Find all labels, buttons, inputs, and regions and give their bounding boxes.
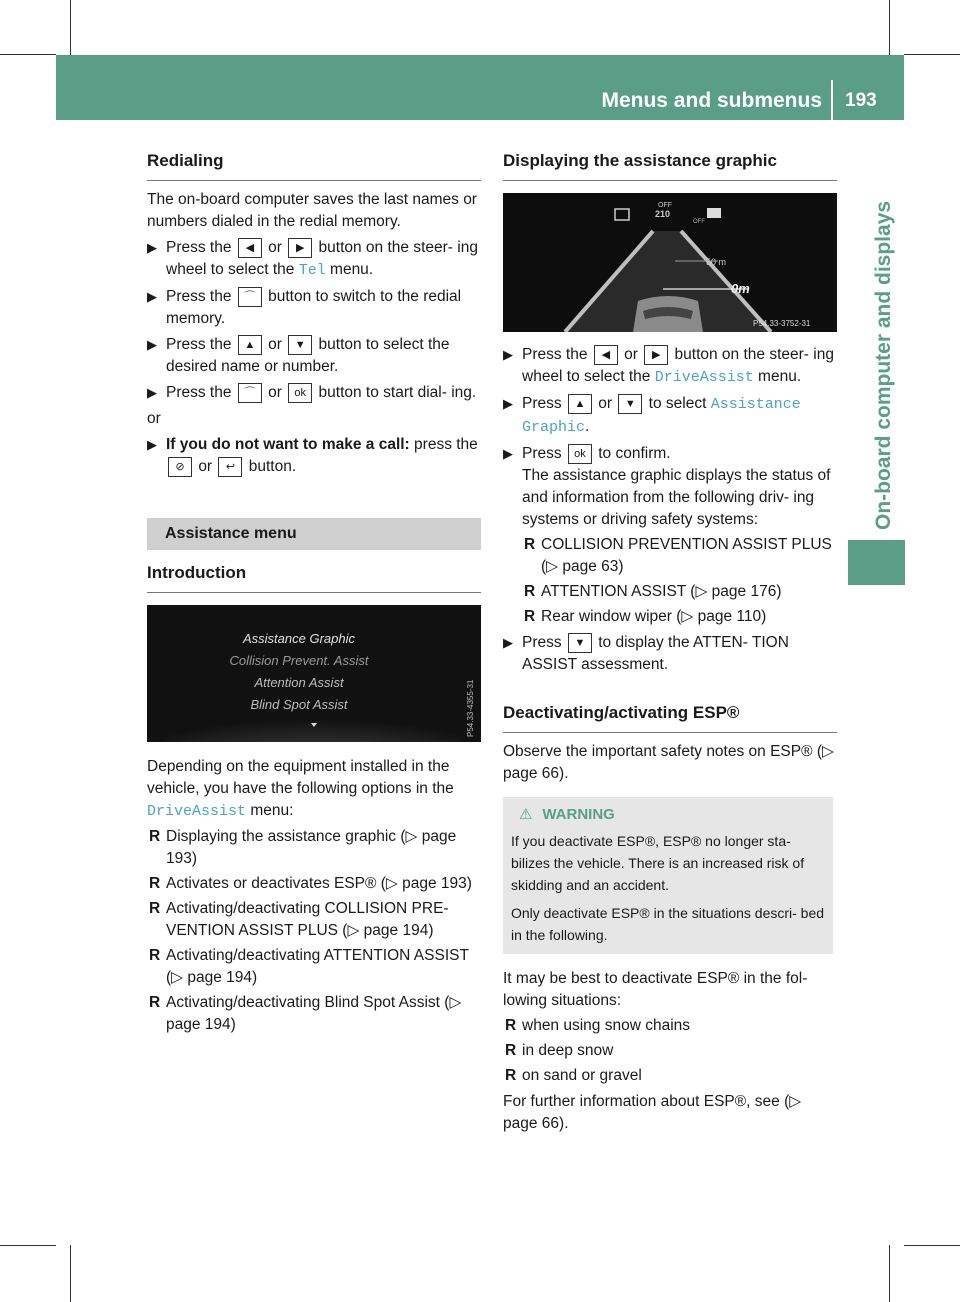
crop-mark — [904, 1245, 960, 1246]
step-text: menu. — [758, 368, 802, 385]
menu-item-blind-spot: Blind Spot Assist — [250, 697, 348, 712]
left-key-icon: ◀ — [238, 238, 262, 258]
menu-name-assistance-graphic: Assistance Graphic — [522, 396, 801, 436]
left-column — [147, 150, 481, 1036]
menu-item-collision: Collision Prevent. Assist — [229, 653, 369, 668]
side-chapter-label: On-board computer and displays — [872, 200, 895, 530]
step-select-driveassist — [503, 344, 837, 389]
step-text: or — [198, 458, 213, 475]
step-text: or — [624, 346, 638, 363]
list-item: R in deep snow — [505, 1042, 614, 1059]
crop-mark — [904, 54, 960, 55]
warning-title: WARNING — [542, 806, 615, 823]
list-item-text: Activating/deactivating Blind Spot Assist (▷ page 194) — [166, 994, 462, 1033]
step-select-name — [147, 334, 481, 378]
step-arrow-icon: ▶ — [147, 437, 157, 452]
list-item-text: Activating/deactivating COLLISION PRE- VENTION ASSIST PLUS (▷ page 194) — [166, 900, 449, 939]
graphic-label: OFF — [658, 202, 672, 209]
step-text: button on the steer- ing wheel to select the — [522, 346, 834, 385]
warning-text: If you deactivate ESP®, ESP® no longer sta- bilizes the vehicle. There is an increased risk of skidding and an accident. — [511, 833, 805, 893]
step-text: Press — [522, 634, 562, 651]
step-text: button to switch to the redial memory. — [166, 288, 462, 327]
ok-key-icon: ok — [288, 383, 312, 403]
phone-key-icon: ⌒ — [238, 383, 262, 403]
down-key-icon: ▼ — [288, 335, 312, 355]
step-text: Press the — [166, 384, 232, 401]
step-text: or — [268, 336, 282, 353]
crop-mark — [889, 1245, 890, 1302]
situations-intro: It may be best to deactivate ESP® in the fol- lowing situations: — [503, 970, 808, 1009]
right-column — [503, 150, 837, 1135]
list-item-text: ATTENTION ASSIST (▷ page 176) — [541, 583, 782, 600]
step-arrow-icon: ▶ — [503, 635, 513, 650]
list-item: R on sand or gravel — [505, 1067, 642, 1084]
list-item: R Activating/deactivating ATTENTION ASSIST (▷ page 194) — [149, 947, 469, 986]
step-arrow-icon: ▶ — [147, 289, 157, 304]
crop-mark — [0, 1245, 56, 1246]
step-arrow-icon: ▶ — [147, 337, 157, 352]
down-key-icon: ▼ — [568, 633, 592, 653]
section-title-introduction: Introduction — [147, 562, 481, 593]
menu-item-assistance-graphic: Assistance Graphic — [243, 631, 355, 646]
assistance-graphic-screen — [503, 193, 837, 332]
step-text: to display the ATTEN- TION ASSIST assessment. — [522, 634, 789, 673]
crop-mark — [70, 1245, 71, 1302]
graphic-label: OFF — [693, 219, 705, 225]
step-text: Press the — [166, 288, 232, 305]
assistance-menu-display — [147, 605, 481, 742]
or-text: or — [147, 410, 161, 427]
list-item: R ATTENTION ASSIST (▷ page 176) — [524, 583, 782, 600]
list-item-text: Displaying the assistance graphic (▷ page 193) — [166, 828, 457, 867]
up-key-icon: ▲ — [238, 335, 262, 355]
options-intro — [147, 756, 481, 823]
step-text: button. — [248, 458, 297, 475]
step-select-assistance-graphic — [503, 393, 837, 439]
list-item: R Rear window wiper (▷ page 110) — [524, 608, 767, 625]
step-select-tel — [147, 237, 481, 282]
step-arrow-icon: ▶ — [147, 385, 157, 400]
menu-name-driveassist: DriveAssist — [147, 803, 247, 820]
warning-icon: ⚠ — [519, 806, 533, 823]
step-text: or — [598, 395, 613, 412]
list-item-text: on sand or gravel — [522, 1067, 642, 1084]
crop-mark — [0, 54, 56, 55]
redial-intro: The on-board computer saves the last names or numbers dialed in the redial memory. — [147, 191, 477, 230]
further-info: For further information about ESP®, see (▷ page 66). — [503, 1093, 802, 1132]
step-text: Press the — [166, 336, 232, 353]
side-chapter-tab — [848, 540, 905, 585]
step-text: Press the — [522, 346, 588, 363]
step-redial-memory — [147, 286, 481, 330]
graphic-label: 50 m — [706, 257, 727, 267]
right-key-icon: ▶ — [288, 238, 312, 258]
options-text: menu: — [250, 802, 294, 819]
step-cancel-call — [147, 434, 481, 478]
warning-heading — [511, 803, 825, 826]
section-title-esp: Deactivating/activating ESP® — [503, 702, 837, 733]
back-key-icon: ↩ — [218, 457, 242, 477]
step-text: Press — [522, 395, 562, 412]
assistance-menu-screen — [147, 605, 481, 742]
step-arrow-icon: ▶ — [503, 446, 513, 461]
options-text: Depending on the equipment installed in the vehicle, you have the following options in the — [147, 758, 454, 797]
list-item: R Activating/deactivating COLLISION PRE- VENTION ASSIST PLUS (▷ page 194) — [149, 900, 449, 939]
down-key-icon: ▼ — [618, 394, 642, 414]
header-title: Menus and submenus — [601, 89, 822, 112]
list-item: R Activates or deactivates ESP® (▷ page 193) — [149, 875, 472, 892]
hang-up-key-icon: ⊘ — [168, 457, 192, 477]
warning-box — [503, 797, 833, 954]
step-arrow-icon: ▶ — [503, 347, 513, 362]
step-text: press the — [414, 436, 478, 453]
phone-key-icon: ⌒ — [238, 287, 262, 307]
image-code: P54.33-4355-31 — [466, 679, 475, 737]
graphic-label: 0m — [731, 281, 750, 296]
step-display-assessment — [503, 632, 837, 676]
section-title-assistance-graphic: Displaying the assistance graphic — [503, 150, 837, 181]
menu-name-driveassist: DriveAssist — [654, 369, 754, 386]
attention-assist-icon — [707, 208, 721, 218]
step-text: button to start dial- ing. — [318, 384, 477, 401]
list-item-text: COLLISION PREVENTION ASSIST PLUS (▷ page 63) — [541, 536, 832, 575]
step-text: Press the — [166, 239, 232, 256]
step-description: The assistance graphic displays the status of and information from the following driv- ing systems or driving safety systems: — [522, 467, 831, 528]
list-item-text: Rear window wiper (▷ page 110) — [541, 608, 767, 625]
graphic-label: 210 — [655, 209, 671, 219]
list-item: R Activating/deactivating Blind Spot Assist (▷ page 194) — [149, 994, 462, 1033]
step-text: button on the steer- ing wheel to select the — [166, 239, 478, 278]
list-item-text: in deep snow — [522, 1042, 614, 1059]
section-title-redialing: Redialing — [147, 150, 481, 181]
list-item: R COLLISION PREVENTION ASSIST PLUS (▷ page 63) — [524, 536, 832, 575]
header-separator — [831, 80, 833, 120]
list-item-text: Activating/deactivating ATTENTION ASSIST (▷ page 194) — [166, 947, 469, 986]
step-condition: If you do not want to make a call: — [166, 436, 410, 453]
list-item: R Displaying the assistance graphic (▷ page 193) — [149, 828, 457, 867]
warning-text: Only deactivate ESP® in the situations descri- bed in the following. — [511, 905, 825, 943]
step-text: or — [268, 384, 282, 401]
step-start-dialing — [147, 382, 481, 404]
left-key-icon: ◀ — [594, 345, 618, 365]
step-text: to select — [648, 395, 707, 412]
ok-key-icon: ok — [568, 444, 592, 464]
step-arrow-icon: ▶ — [147, 240, 157, 255]
page-number: 193 — [845, 90, 877, 111]
image-code: P54.33-3752-31 — [753, 319, 811, 328]
esp-intro: Observe the important safety notes on ESP® (▷ page 66). — [503, 743, 834, 782]
step-text: button to select the desired name or number. — [166, 336, 450, 375]
menu-item-attention: Attention Assist — [254, 675, 344, 690]
list-item-text: when using snow chains — [522, 1017, 691, 1034]
step-arrow-icon: ▶ — [503, 396, 513, 411]
step-text: menu. — [330, 261, 374, 278]
crop-mark — [889, 0, 890, 55]
step-text: Press — [522, 445, 562, 462]
list-item-text: Activates or deactivates ESP® (▷ page 193) — [166, 875, 472, 892]
step-text: or — [268, 239, 282, 256]
right-key-icon: ▶ — [644, 345, 668, 365]
step-text: to confirm. — [598, 445, 671, 462]
step-confirm — [503, 443, 837, 531]
menu-name-tel: Tel — [298, 262, 326, 279]
step-text: . — [585, 418, 590, 435]
up-key-icon: ▲ — [568, 394, 592, 414]
list-item: R when using snow chains — [505, 1017, 691, 1034]
crop-mark — [70, 0, 71, 55]
assistance-menu-header: Assistance menu — [147, 518, 481, 550]
assistance-graphic-display — [503, 193, 833, 332]
